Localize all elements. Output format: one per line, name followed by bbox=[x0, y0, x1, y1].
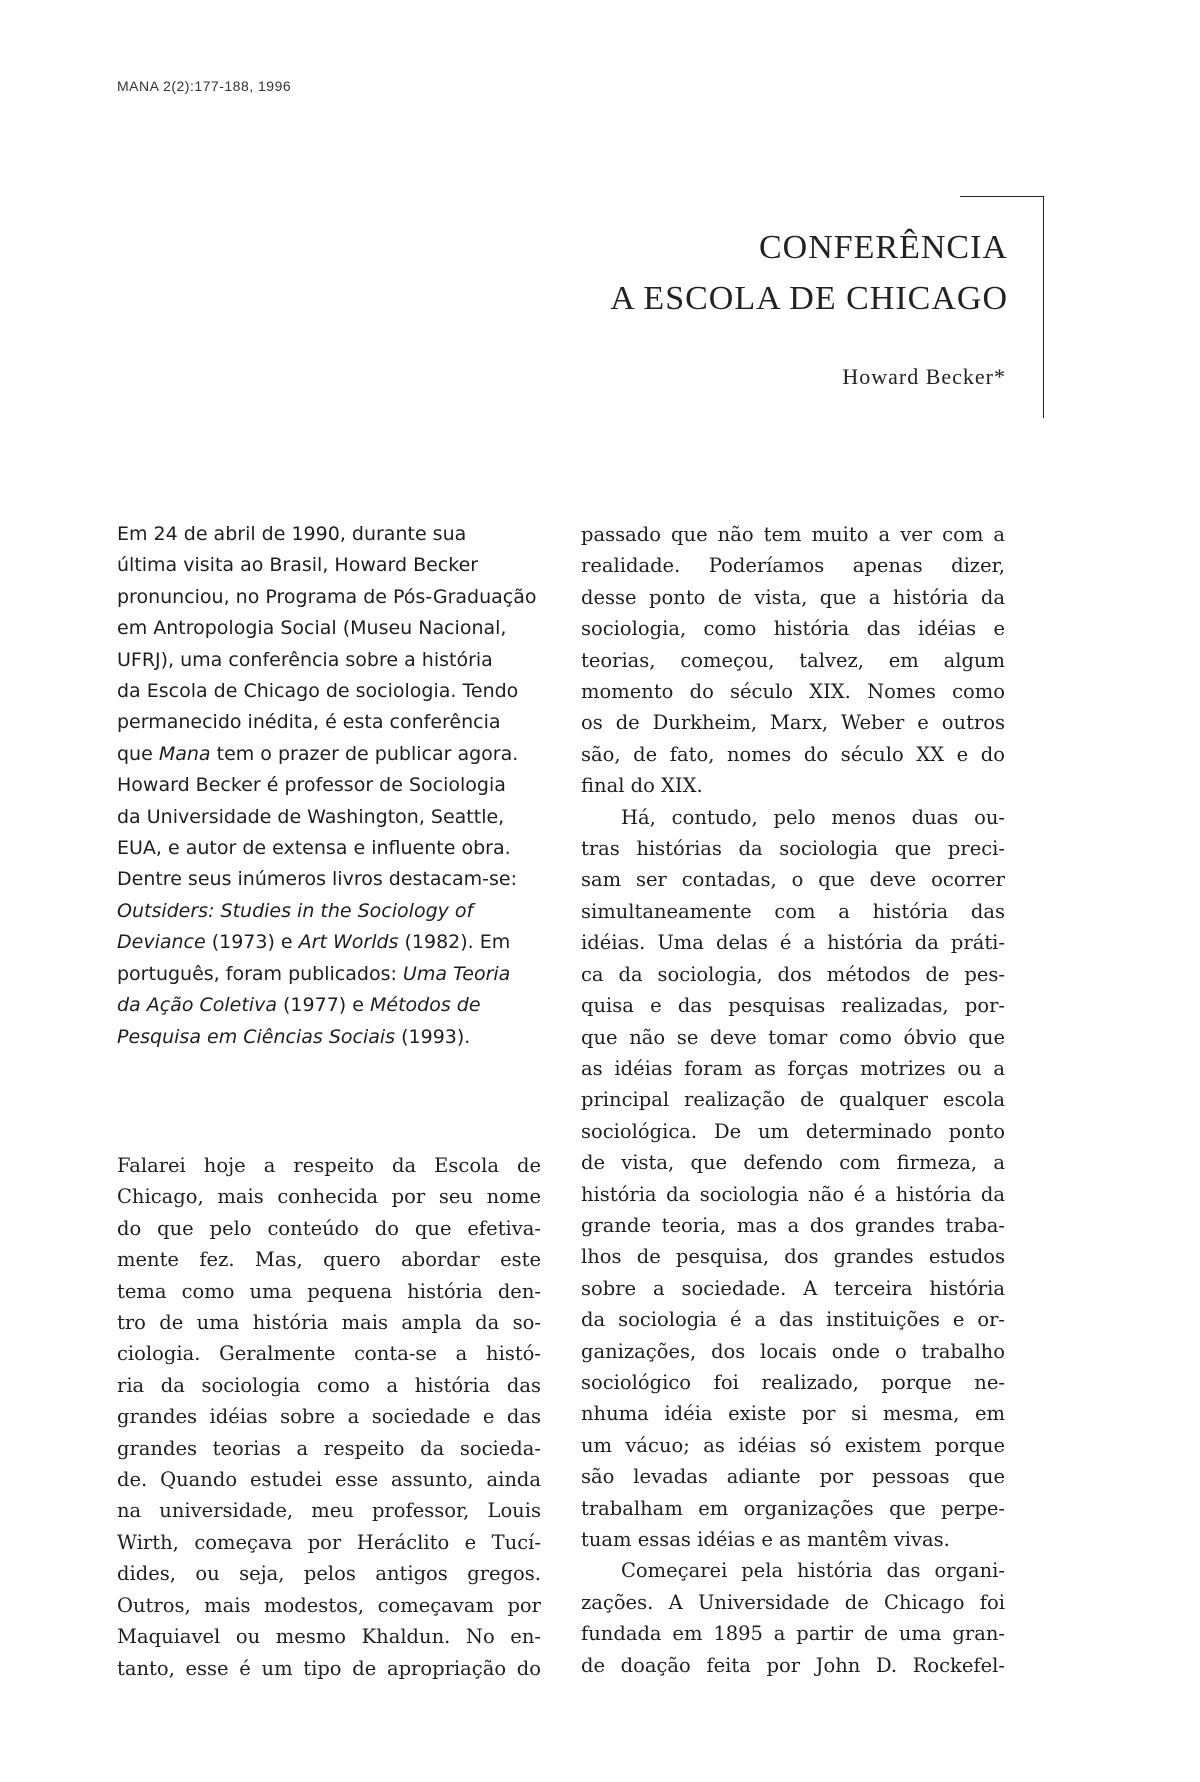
intro-line bbox=[117, 927, 557, 958]
intro-italic-title: Art Worlds bbox=[298, 931, 399, 954]
body-line: sam ser contadas, o que deve ocorrer bbox=[581, 868, 1005, 892]
body-line: tuam essas idéias e as mantêm vivas. bbox=[581, 1528, 950, 1551]
title-block bbox=[610, 226, 1008, 321]
body-line: quisa e das pesquisas realizadas, por- bbox=[581, 994, 1005, 1018]
body-line: da sociologia é a das instituições e or- bbox=[581, 1308, 1005, 1332]
intro-line bbox=[117, 833, 557, 864]
intro-text: da Universidade de Washington, Seattle, bbox=[117, 805, 505, 828]
body-line: as idéias foram as forças motrizes ou a bbox=[581, 1056, 1005, 1080]
intro-italic-title: Outsiders: Studies in the Sociology of bbox=[117, 899, 474, 922]
intro-line bbox=[117, 864, 557, 895]
journal-reference: MANA 2(2):177-188, 1996 bbox=[117, 78, 292, 94]
intro-italic-title: Uma Teoria bbox=[402, 962, 511, 985]
intro-line bbox=[117, 676, 557, 707]
intro-italic-title: Deviance bbox=[117, 931, 206, 954]
body-line: Começarei pela história das organi- bbox=[621, 1559, 1005, 1583]
body-line: grandes idéias sobre a sociedade e das bbox=[117, 1405, 541, 1429]
intro-line bbox=[117, 613, 557, 644]
body-line: Maquiavel ou mesmo Khaldun. No en- bbox=[117, 1625, 541, 1649]
body-line: nhuma idéia existe por si mesma, em bbox=[581, 1402, 1005, 1426]
body-line: Wirth, começava por Heráclito e Tucí- bbox=[117, 1530, 541, 1554]
body-line: idéias. Uma delas é a história da práti- bbox=[581, 931, 1005, 955]
section-label: CONFERÊNCIA bbox=[758, 229, 1008, 266]
intro-text: Dentre seus inúmeros livros destacam-se: bbox=[117, 868, 517, 891]
intro-text: da Escola de Chicago de sociologia. Tendo bbox=[117, 680, 519, 703]
body-line: Outros, mais modestos, começavam por bbox=[117, 1593, 541, 1617]
intro-text: em Antropologia Social (Museu Nacional, bbox=[117, 617, 507, 640]
intro-text: permanecido inédita, é esta conferência bbox=[117, 711, 501, 734]
intro-text: UFRJ), uma conferência sobre a história bbox=[117, 648, 493, 671]
intro-text: Howard Becker é professor de Sociologia bbox=[117, 774, 506, 797]
intro-line bbox=[117, 519, 557, 550]
body-line: simultaneamente com a história das bbox=[581, 899, 1005, 923]
intro-line bbox=[117, 990, 557, 1021]
intro-line bbox=[117, 645, 557, 676]
intro-line bbox=[117, 959, 557, 990]
intro-italic-title: Métodos de bbox=[369, 994, 481, 1017]
intro-line bbox=[117, 707, 557, 738]
body-line: ganizações, dos locais onde o trabalho bbox=[581, 1339, 1005, 1363]
body-line: passado que não tem muito a ver com a bbox=[581, 523, 1005, 546]
body-line: ciologia. Geralmente conta-se a histó- bbox=[117, 1342, 541, 1366]
body-line: são levadas adiante por pessoas que bbox=[581, 1465, 1005, 1489]
body-line: de vista, que defendo com firmeza, a bbox=[581, 1151, 1005, 1175]
body-line: sociológico foi realizado, porque ne- bbox=[581, 1370, 1005, 1394]
body-line: momento do século XIX. Nomes como bbox=[581, 680, 1005, 704]
intro-line bbox=[117, 896, 557, 927]
body-column-right bbox=[581, 519, 1005, 1681]
intro-text: (1973) e bbox=[205, 931, 299, 954]
editorial-introduction bbox=[117, 519, 557, 1053]
intro-text: (1977) e bbox=[276, 994, 370, 1017]
body-column-left bbox=[117, 1150, 541, 1684]
intro-italic-title: Mana bbox=[158, 742, 211, 765]
body-line: são, de fato, nomes do século XX e do bbox=[581, 742, 1005, 766]
body-line: dides, ou seja, pelos antigos gregos. bbox=[117, 1562, 541, 1586]
body-line: tro de uma história mais ampla da so- bbox=[117, 1311, 541, 1335]
body-line: Chicago, mais conhecida por seu nome bbox=[117, 1185, 541, 1209]
intro-text: pronunciou, no Programa de Pós-Graduação bbox=[117, 585, 537, 608]
body-line: sobre a sociedade. A terceira história bbox=[581, 1276, 1005, 1300]
body-line: tema como uma pequena história den- bbox=[117, 1279, 541, 1303]
intro-text: que bbox=[117, 742, 159, 765]
body-line: desse ponto de vista, que a história da bbox=[581, 585, 1005, 609]
article-title: A ESCOLA DE CHICAGO bbox=[610, 280, 1008, 317]
intro-text: português, foram publicados: bbox=[117, 962, 403, 985]
body-line: que não se deve tomar como óbvio que bbox=[581, 1025, 1005, 1049]
intro-text: (1982). Em bbox=[398, 931, 511, 954]
body-line: de doação feita por John D. Rockefel- bbox=[581, 1653, 1005, 1677]
body-line: mente fez. Mas, quero abordar este bbox=[117, 1248, 541, 1272]
body-line: ca da sociologia, dos métodos de pes- bbox=[581, 962, 1005, 986]
body-line: história da sociologia não é a história da bbox=[581, 1182, 1005, 1206]
body-line: na universidade, meu professor, Louis bbox=[117, 1499, 541, 1523]
intro-line bbox=[117, 1022, 557, 1053]
body-line: principal realização de qualquer escola bbox=[581, 1088, 1005, 1112]
body-line: grandes teorias a respeito da socieda- bbox=[117, 1436, 541, 1460]
intro-text: tem o prazer de publicar agora. bbox=[210, 742, 519, 765]
intro-line bbox=[117, 739, 557, 770]
intro-italic-title: Pesquisa em Ciências Sociais bbox=[117, 1025, 396, 1048]
body-line: um vácuo; as idéias só existem porque bbox=[581, 1433, 1005, 1457]
author-name: Howard Becker* bbox=[842, 364, 1006, 389]
body-line: zações. A Universidade de Chicago foi bbox=[581, 1590, 1005, 1614]
body-line: fundada em 1895 a partir de uma gran- bbox=[581, 1622, 1005, 1646]
body-line: de. Quando estudei esse assunto, ainda bbox=[117, 1468, 541, 1492]
intro-text: última visita ao Brasil, Howard Becker bbox=[117, 554, 479, 577]
body-line: Falarei hoje a respeito da Escola de bbox=[117, 1154, 541, 1177]
body-line: tras histórias da sociologia que preci- bbox=[581, 837, 1005, 861]
intro-line bbox=[117, 582, 557, 613]
intro-italic-title: da Ação Coletiva bbox=[117, 994, 277, 1017]
body-line: sociologia, como história das idéias e bbox=[581, 617, 1005, 641]
body-line: trabalham em organizações que perpe- bbox=[581, 1496, 1005, 1520]
body-line: os de Durkheim, Marx, Weber e outros bbox=[581, 711, 1005, 735]
body-line: Há, contudo, pelo menos duas ou- bbox=[621, 805, 1005, 829]
intro-line bbox=[117, 770, 557, 801]
body-line: final do XIX. bbox=[581, 774, 703, 798]
intro-line bbox=[117, 802, 557, 833]
body-line: lhos de pesquisa, dos grandes estudos bbox=[581, 1245, 1005, 1269]
body-line: do que pelo conteúdo do que efetiva- bbox=[117, 1216, 541, 1240]
body-line: teorias, começou, talvez, em algum bbox=[581, 648, 1005, 672]
intro-text: Em 24 de abril de 1990, durante sua bbox=[117, 523, 467, 545]
intro-line bbox=[117, 550, 557, 581]
body-line: sociológica. De um determinado ponto bbox=[581, 1119, 1005, 1143]
intro-text: EUA, e autor de extensa e influente obra. bbox=[117, 837, 511, 860]
intro-text: (1993). bbox=[395, 1025, 471, 1048]
body-line: tanto, esse é um tipo de apropriação do bbox=[117, 1656, 541, 1680]
body-line: realidade. Poderíamos apenas dizer, bbox=[581, 554, 1005, 578]
body-line: grande teoria, mas a dos grandes traba- bbox=[581, 1213, 1005, 1237]
body-line: ria da sociologia como a história das bbox=[117, 1373, 541, 1397]
